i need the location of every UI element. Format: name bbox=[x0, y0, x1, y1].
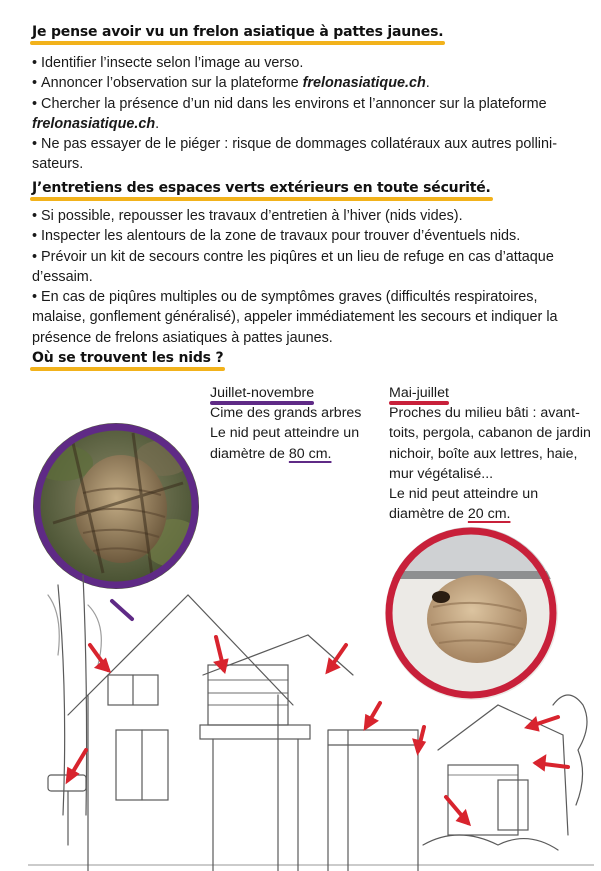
size-text: Le nid peut atteindre un bbox=[210, 425, 360, 442]
list-item: • En cas de piqûres multiples ou de symptômes graves (difficultés respiratoires, malaise, gonflement généralisé), appeler immédiatement les secours et indiquer la présence de frelons asiatiques à pattes jaunes. bbox=[32, 289, 558, 346]
heading-maintenance: J’entretiens des espaces verts extérieurs en toute sécurité. bbox=[32, 180, 491, 196]
location-text: Proches du milieu bâti : avant- bbox=[389, 405, 580, 422]
diameter-value: 80 cm. bbox=[288, 445, 332, 462]
period-title: Juillet-novembre bbox=[210, 383, 314, 403]
list-item: • Identifier l’insecte selon l’image au verso. bbox=[32, 55, 304, 71]
location-text: nichoir, boîte aux lettres, haie, bbox=[389, 445, 578, 462]
tree-nest-photo bbox=[33, 423, 199, 589]
heading-observation: Je pense avoir vu un frelon asiatique à pattes jaunes. bbox=[32, 24, 444, 40]
size-text: diamètre de 80 cm. bbox=[210, 445, 332, 462]
location-text: mur végétalisé... bbox=[389, 465, 494, 482]
heading-nest-locations: Où se trouvent les nids ? bbox=[32, 350, 224, 366]
column-july-november bbox=[210, 383, 361, 464]
list-item: • Prévoir un kit de secours contre les piqûres et un lieu de refuge en cas d’attaque d’essaim. bbox=[32, 248, 554, 285]
diameter-value: 20 cm. bbox=[467, 506, 511, 523]
house-sketch-illustration bbox=[28, 575, 594, 871]
location-text: Cime des grands arbres bbox=[210, 405, 362, 422]
column-may-july bbox=[389, 383, 591, 524]
platform-name: frelonasiatique.ch bbox=[302, 75, 426, 92]
location-text: toits, pergola, cabanon de jardin bbox=[389, 425, 591, 442]
size-text: Le nid peut atteindre un bbox=[389, 486, 539, 503]
list-item: • Si possible, repousser les travaux d’entretien à l’hiver (nids vides). bbox=[32, 208, 463, 224]
size-text: diamètre de 20 cm. bbox=[389, 506, 511, 523]
maintenance-list bbox=[32, 206, 588, 348]
period-title: Mai-juillet bbox=[389, 383, 449, 403]
list-item: • Annoncer l’observation sur la plateforme frelonasiatique.ch. bbox=[32, 75, 430, 92]
observation-list bbox=[32, 53, 588, 175]
list-item: • Inspecter les alentours de la zone de travaux pour trouver d’éventuels nids. bbox=[32, 228, 521, 245]
list-item: • Chercher la présence d’un nid dans les environs et l’annoncer sur la plateforme frelonasiatique.ch. bbox=[32, 95, 547, 132]
platform-name: frelonasiatique.ch bbox=[32, 115, 156, 132]
list-item: • Ne pas essayer de le piéger : risque de dommages collatéraux aux autres pollini-sateurs. bbox=[32, 136, 557, 173]
